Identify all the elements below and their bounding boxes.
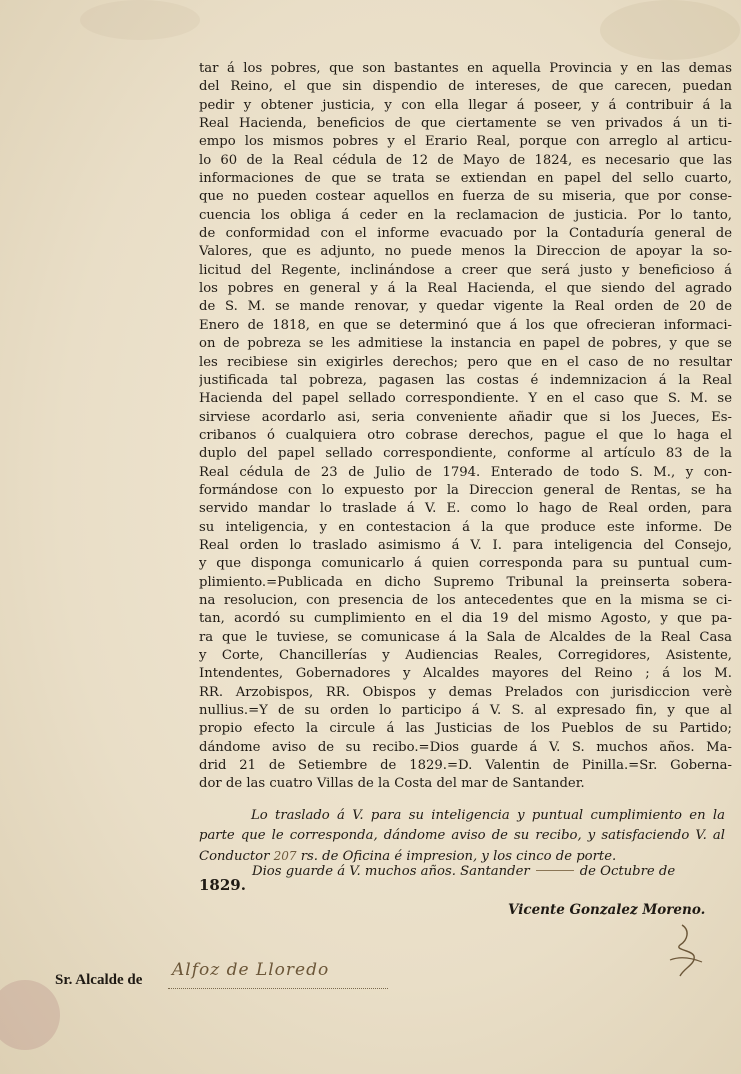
body-line: Real Hacienda, beneficios de que ciertamente se ven privados á un ti-	[199, 116, 732, 132]
body-line: los pobres en general y á la Real Hacienda, el que siendo del agrado	[199, 281, 732, 297]
closing-paragraph	[199, 806, 725, 867]
paper-stain	[600, 0, 740, 60]
body-line: dándome aviso de su recibo.=Dios guarde á V. S. muchos años. Ma-	[199, 739, 732, 755]
body-line: Intendentes, Gobernadores y Alcaldes mayores del Reino ; á los M.	[199, 666, 732, 682]
body-line: servido mandar lo traslade á V. E. como lo hago de Real orden, para	[199, 501, 732, 517]
body-line: dor de las cuatro Villas de la Costa del mar de Santander.	[199, 776, 585, 792]
body-line: y Corte, Chancillerías y Audiencias Reales, Corregidores, Asistente,	[199, 648, 732, 663]
address-handwritten: Alfoz de Lloredo	[172, 960, 330, 980]
fecha-suffix: de Octubre de	[579, 864, 676, 879]
body-line: Real cédula de 23 de Julio de 1794. Enterado de todo S. M., y con-	[199, 464, 732, 480]
dios-guarde-text: Dios guarde á V. muchos años. Santander	[252, 864, 530, 879]
body-line: ra que le tuviese, se comunicase á la Sala de Alcaldes de la Real Casa	[199, 629, 732, 645]
body-line: Hacienda del papel sellado correspondiente. Y en el caso que S. M. se	[199, 391, 732, 407]
body-line: cuencia los obliga á ceder en la reclamacion de justicia. Por lo tanto,	[199, 207, 732, 223]
body-line: de conformidad con el informe evacuado por la Contaduría general de	[199, 226, 732, 242]
closing-text-part2: rs. de Oficina é impresion, y los cinco de porte.	[300, 849, 617, 864]
body-line: tar á los pobres, que son bastantes en aquella Provincia y en las demas	[199, 61, 732, 76]
body-line: duplo del papel sellado correspondiente, conforme al artículo 83 de la	[199, 446, 732, 462]
rubric-flourish-icon	[662, 920, 707, 980]
body-line: pedir y obtener justicia, y con ella llegar á poseer, y á contribuir á la	[199, 97, 732, 113]
body-line: nullius.=Y de su orden lo participo á V. S. al expresado fin, y que al	[199, 703, 732, 719]
body-line: que no pueden costear aquellos en fuerza de su miseria, que por conse-	[199, 189, 732, 205]
body-line: propio efecto la circule á las Justicias de los Pueblos de su Partido;	[199, 721, 732, 737]
body-text	[199, 60, 732, 794]
body-line: informaciones de que se trata se extiendan en papel del sello cuarto,	[199, 171, 732, 187]
body-line: lo 60 de la Real cédula de 12 de Mayo de 1824, es necesario que las	[199, 152, 732, 168]
body-line: licitud del Regente, inclinándose a creer que será justo y beneficioso á	[199, 262, 732, 278]
body-line: empo los mismos pobres y el Erario Real, porque con arreglo al articu-	[199, 134, 732, 150]
body-line: del Reino, el que sin dispendio de intereses, de que carecen, puedan	[199, 79, 732, 95]
address-line	[168, 988, 388, 989]
body-line: Real orden lo traslado asimismo á V. I. para inteligencia del Consejo,	[199, 537, 732, 553]
body-line: Enero de 1818, en que se determinó que á los que ofrecieran informaci-	[199, 317, 732, 333]
body-line: justificada tal pobreza, pagasen las costas é indemnizacion á la Real	[199, 372, 732, 388]
body-line: sirviese acordarlo asi, seria conveniente añadir que si los Jueces, Es-	[199, 409, 732, 425]
address-label: Sr. Alcalde de	[55, 972, 143, 988]
body-line: plimiento.=Publicada en dicho Supremo Tribunal la preinserta sobera-	[199, 574, 732, 590]
body-line: na resolucion, con presencia de los antecedentes que en la misma se ci-	[199, 592, 732, 608]
year-label: 1829.	[199, 876, 246, 894]
body-line: formándose con lo expuesto por la Direccion general de Rentas, se ha	[199, 482, 732, 498]
body-line: cribanos ó cualquiera otro cobrase derechos, pague el que lo haga el	[199, 427, 732, 443]
body-line: les recibiese sin exigirles derechos; pero que en el caso de no resultar	[199, 354, 732, 370]
body-line: de S. M. se mande renovar, y quedar vigente la Real orden de 20 de	[199, 299, 732, 315]
body-line: tan, acordó su cumplimiento en el dia 19 del mismo Agosto, y que pa-	[199, 611, 732, 627]
body-line: y que disponga comunicarlo á quien corresponda para su puntual cum-	[199, 556, 732, 572]
paper-stain	[0, 980, 60, 1050]
date-blank	[536, 870, 574, 871]
body-line: drid 21 de Setiembre de 1829.=D. Valentin de Pinilla.=Sr. Goberna-	[199, 758, 732, 774]
closing-text-part1: Lo traslado á V. para su inteligencia y puntual cumplimiento en la parte que le corresponda, dándome aviso de su recibo, y satisfaciendo V. al Conductor	[199, 808, 725, 864]
body-line: su inteligencia, y en contestacion á la que produce este informe. De	[199, 519, 732, 535]
dios-guarde-line	[252, 864, 732, 879]
handwritten-amount: 207	[273, 849, 297, 863]
body-line: on de pobreza se les admitiese la instancia en papel de pobres, y que se	[199, 336, 732, 352]
body-line: Valores, que es adjunto, no puede menos la Direccion de apoyar la so-	[199, 244, 732, 260]
paper-stain	[80, 0, 200, 40]
body-line: RR. Arzobispos, RR. Obispos y demas Prelados con jurisdiccion verè	[199, 684, 732, 700]
signature-name: Vicente Gonzalez Moreno.	[508, 902, 706, 918]
